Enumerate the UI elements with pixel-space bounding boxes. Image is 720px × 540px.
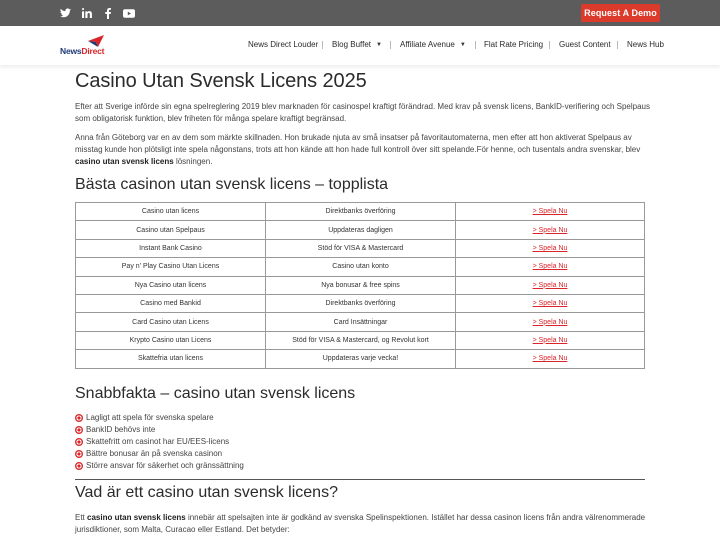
nav-label: Guest Content [559,40,611,49]
play-link-cell [456,239,645,257]
nav-label: Affiliate Avenue [400,40,455,49]
casino-name-cell: Casino utan Spelpaus [76,221,266,239]
twitter-icon[interactable] [58,6,72,20]
casino-feature-cell: Direktbanks överföring [266,294,456,312]
top-bar [0,0,720,26]
facebook-icon[interactable] [101,6,115,20]
story-text-end: lösningen. [173,157,213,166]
play-now-link[interactable]: > Spela Nu [532,336,568,344]
casino-feature-cell: Direktbanks överföring [266,203,456,221]
casino-name-cell: Casino med Bankid [76,294,266,312]
newsdirect-logo[interactable] [60,35,120,57]
play-now-link[interactable]: > Spela Nu [532,263,568,271]
play-now-link[interactable]: > Spela Nu [532,244,568,252]
nav-label: Blog Buffet [332,40,371,49]
play-now-link[interactable]: > Spela Nu [532,300,568,308]
casino-feature-cell: Casino utan konto [266,258,456,276]
list-item [75,436,244,448]
target-icon [75,450,83,458]
table-row [76,239,645,257]
table-row [76,221,645,239]
casino-feature-cell: Stöd för VISA & Mastercard, og Revolut kort [266,331,456,349]
what-is-heading: Vad är ett casino utan svensk licens? [75,484,338,501]
table-row [76,258,645,276]
casino-feature-cell: Uppdateras dagligen [266,221,456,239]
story-text: Anna från Göteborg var en av dem som märkte skillnaden. Hon brukade njuta av små insatser på favoritautomaterna, men efter att hon aktiverat Spelpaus av misstag kunde hon plötsligt inte spela någonstans, trots att hon kände att hon hade full kontroll över sitt spelande.För henne, och tusentals andra svenskar, blev [75,133,641,154]
play-link-cell [456,331,645,349]
play-link-cell [456,313,645,331]
fact-text: Större ansvar för säkerhet och gränssättning [86,461,244,470]
play-link-cell [456,350,645,368]
table-row [76,350,645,368]
nav-label: News Hub [627,40,664,49]
story-paragraph [75,132,650,168]
play-now-link[interactable]: > Spela Nu [532,208,568,216]
list-item [75,460,244,472]
table-row [76,203,645,221]
play-link-cell [456,203,645,221]
request-demo-button[interactable]: Request A Demo [581,4,660,22]
list-item [75,448,244,460]
nav-divider [475,41,476,49]
casino-feature-cell: Card Insättningar [266,313,456,331]
play-now-link[interactable]: > Spela Nu [532,281,568,289]
toplist-heading: Bästa casinon utan svensk licens – topplista [75,176,389,193]
fact-text: Lagligt att spela för svenska spelare [86,413,214,422]
nav-affiliate-avenue[interactable] [400,40,466,49]
main-header [0,26,720,65]
section-divider [75,479,645,480]
table-row [76,294,645,312]
casino-name-cell: Instant Bank Casino [76,239,266,257]
play-link-cell [456,276,645,294]
play-link-cell [456,221,645,239]
facts-list [75,412,244,472]
play-now-link[interactable]: > Spela Nu [532,318,568,326]
intro-paragraph: Efter att Sverige införde sin egna spelreglering 2019 blev marknaden för casinospel kraftigt förändrad. Med krav på svensk licens, BankID-verifiering och Spelpaus som obligatorisk funktion, blev friheten för många spelare kraftigt begränsad. [75,102,650,123]
fact-text: Skattefritt om casinot har EU/EES-licens [86,437,230,446]
nav-guest-content[interactable] [559,40,611,49]
casino-name-cell: Skattefria utan licens [76,350,266,368]
youtube-icon[interactable] [122,6,136,20]
play-link-cell [456,294,645,312]
nav-label: Flat Rate Pricing [484,40,544,49]
what-is-paragraph [75,512,650,536]
play-link-cell [456,258,645,276]
what-text-start: Ett [75,513,88,522]
list-item [75,412,244,424]
play-now-link[interactable]: > Spela Nu [532,226,568,234]
casino-feature-cell: Uppdateras varje vecka! [266,350,456,368]
story-bold-keyword: casino utan svensk licens [75,157,174,166]
list-item [75,424,244,436]
target-icon [75,462,83,470]
casino-feature-cell: Stöd för VISA & Mastercard [266,239,456,257]
target-icon [75,414,83,422]
logo-text-news: News [60,46,82,56]
casino-feature-cell: Nya bonusar & free spins [266,276,456,294]
page-title: Casino Utan Svensk Licens 2025 [75,70,367,92]
linkedin-icon[interactable] [80,6,94,20]
table-row [76,276,645,294]
casino-name-cell: Nya Casino utan licens [76,276,266,294]
play-now-link[interactable]: > Spela Nu [532,355,568,363]
facts-heading: Snabbfakta – casino utan svensk licens [75,385,356,402]
nav-news-hub[interactable] [627,40,664,49]
nav-divider [322,41,323,49]
table-row [76,313,645,331]
target-icon [75,438,83,446]
logo-text-direct: Direct [81,46,105,56]
fact-text: BankID behövs inte [86,425,156,434]
table-row [76,331,645,349]
what-bold-keyword: casino utan svensk licens [87,513,186,522]
chevron-down-icon: ▼ [459,41,466,48]
nav-news-direct-louder[interactable] [248,40,318,49]
nav-label: News Direct Louder [248,40,319,49]
nav-divider [617,41,618,49]
nav-blog-buffet[interactable] [332,40,382,49]
fact-text: Bättre bonusar än på svenska casinon [86,449,223,458]
casino-name-cell: Card Casino utan Licens [76,313,266,331]
nav-divider [390,41,391,49]
nav-divider [549,41,550,49]
casino-name-cell: Krypto Casino utan Licens [76,331,266,349]
chevron-down-icon: ▼ [376,41,382,48]
target-icon [75,426,83,434]
casino-name-cell: Casino utan licens [76,203,266,221]
casino-toplist-table [75,202,645,369]
what-text-rest: innebär att spelsajten inte är godkänd av svenska Spelinspektionen. Istället har dessa casinon licens från andra välrenommerade jurisdiktioner, som Malta, Curacao eller Estland. Det betyder: [75,513,646,534]
casino-name-cell: Pay n' Play Casino Utan Licens [76,258,266,276]
nav-flat-rate-pricing[interactable] [484,40,543,49]
